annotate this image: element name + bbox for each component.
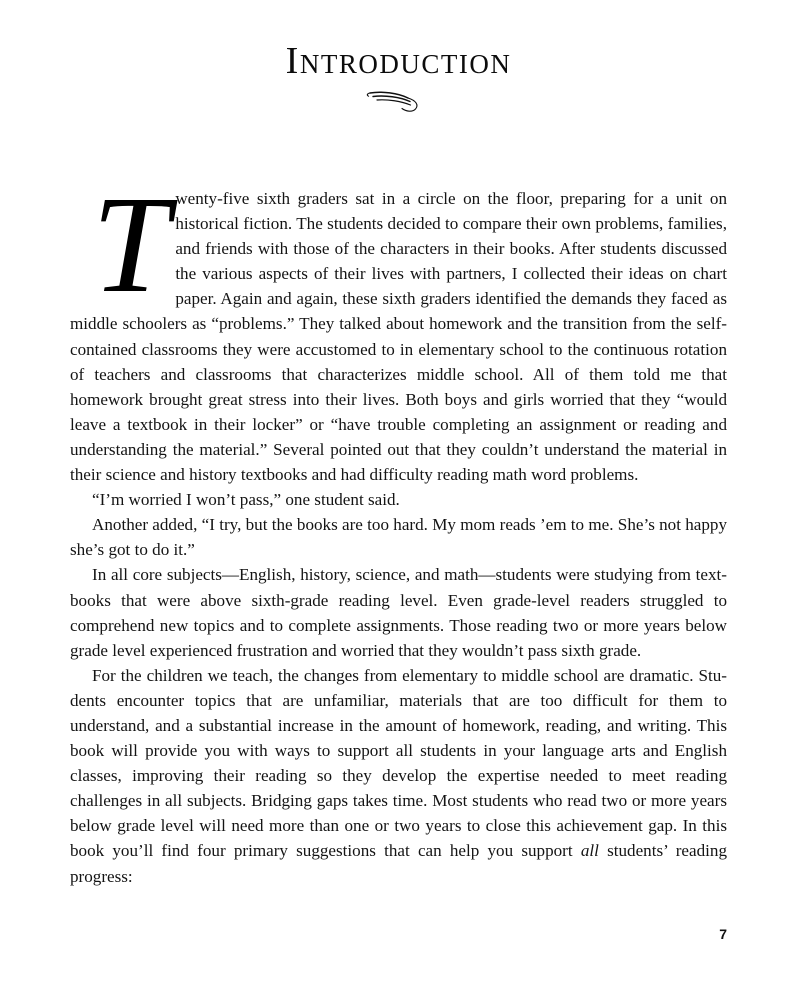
paragraph-5 [70, 663, 727, 889]
paragraph-3 [70, 512, 727, 562]
page-number: 7 [719, 926, 727, 942]
paragraph-1-text: wenty-five sixth graders sat in a circle on the floor, preparing for a unit on historical fiction. The students decided to compare their own problems, families, and friends with those of the characters in their books. After students discussed the various aspects of their lives with partners, I collected their ideas on chart paper. Again and again, these sixth graders identified the demands they faced as middle schoolers as “problems.” They talked about homework and the transition from the self-contained classrooms they were accustomed to in elementary school to the continuous rotation of teachers and classrooms that characterizes middle school. All of them told me that homework brought great stress into their lives. Both boys and girls worried that they “would leave a textbook in their locker” or “have trouble completing an assignment or reading and understanding the material.” Several pointed out that they couldn’t understand the material in their science and history textbooks and had difficulty reading math word problems. [70, 189, 727, 485]
emphasized-word-all: all [580, 841, 599, 861]
paragraph-2-text: “I’m worried I won’t pass,” one student said. [92, 490, 400, 510]
paragraph-1 [70, 168, 727, 487]
paragraph-4-text: In all core subjects—English, history, science, and math—students were studying from textbooks that were above sixth-grade reading level. Even grade-level readers struggled to comprehend new topics and to complete assignments. Those reading two or more years below grade level experienced frustration and worried that they wouldn’t pass sixth grade. [70, 565, 727, 660]
page-title: Introduction [285, 40, 512, 82]
body-text [70, 168, 728, 889]
chapter-header [0, 42, 797, 114]
paragraph-4 [70, 562, 727, 662]
paragraph-3-text: Another added, “I try, but the books are too hard. My mom reads ’em to me. She’s not happy she’s got to do it.” [70, 515, 728, 560]
paragraph-5-text-after: students’ reading progress: [70, 841, 727, 886]
calligraphic-flourish-icon [364, 86, 434, 114]
paragraph-2 [70, 487, 727, 512]
drop-cap-letter: T [92, 168, 170, 322]
paragraph-5-text-before: For the children we teach, the changes from elementary to middle school are dramatic. Students encounter topics that are unfamiliar, materials that are too difficult for them to understand, and a substantial increase in the amount of homework, reading, and writing. This book will provide you with ways to support all students in your language arts and English classes, improving their reading so they develop the expertise needed to meet reading challenges in all subjects. Bridging gaps takes time. Most students who read two or more years below grade level will need more than one or two years to close this achievement gap. In this book you’ll find four primary suggestions that can help you support [70, 665, 727, 861]
